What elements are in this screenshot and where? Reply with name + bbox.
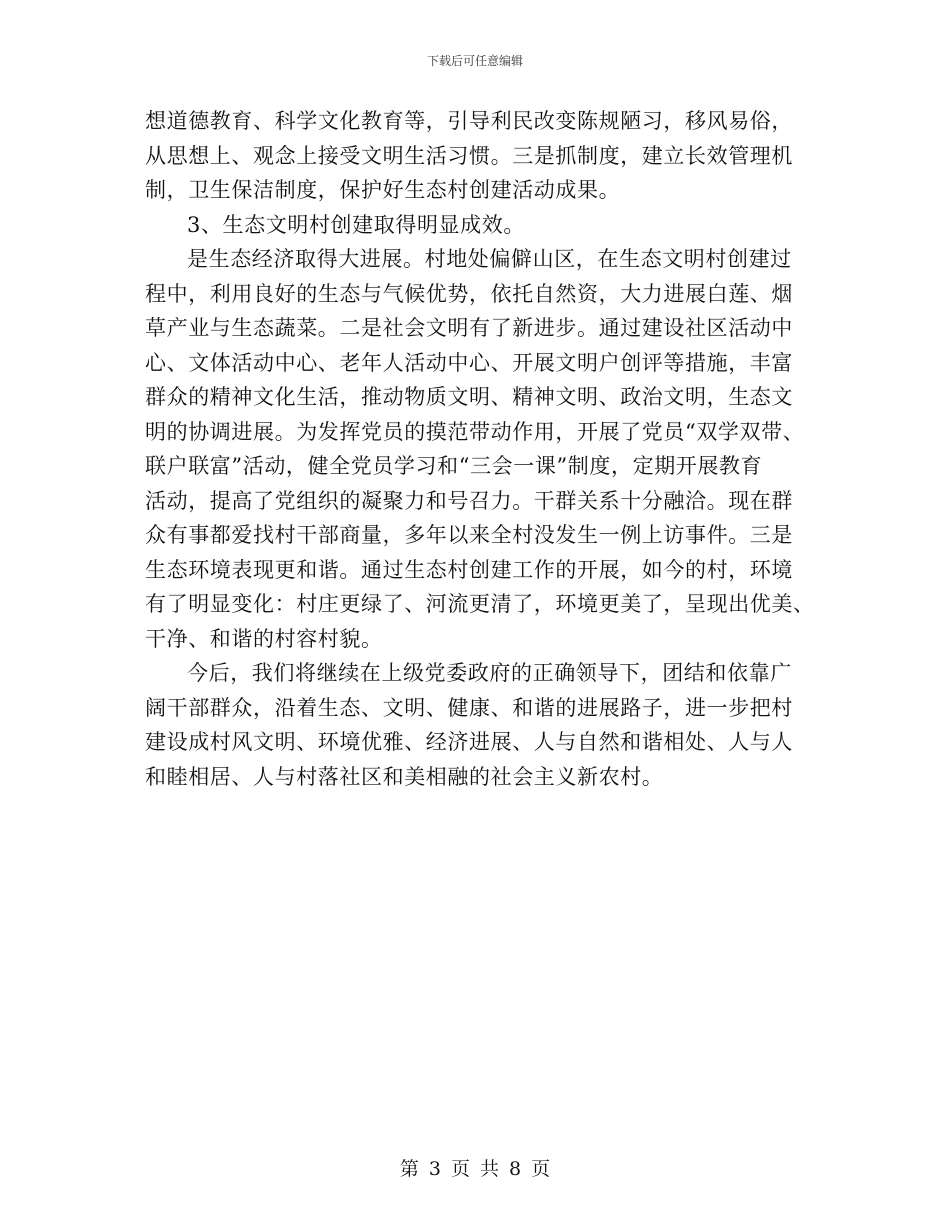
text-line: 心、文体活动中心、老年人活动中心、开展文明户创评等措施，丰富	[145, 350, 793, 375]
text-line: 想道德教育、科学文化教育等，引导利民改变陈规陋习，移风易俗，	[145, 109, 793, 133]
text-line: 生态环境表现更和谐。通过生态村创建工作的开展，如今的村，环境	[145, 557, 793, 582]
page-number-footer: 第 3 页 共 8 页	[399, 1158, 551, 1180]
text-line: 有了明显变化：村庄更绿了、河流更清了，环境更美了，呈现出优美、	[145, 592, 815, 616]
text-line: 从思想上、观念上接受文明生活习惯。三是抓制度，建立长效管理机	[145, 143, 793, 168]
text-line: 程中，利用良好的生态与气候优势，依托自然资，大力进展白莲、烟	[145, 281, 793, 306]
text-line: 今后，我们将继续在上级党委政府的正确领导下，团结和依靠广	[187, 661, 792, 685]
text-line: 群众的精神文化生活，推动物质文明、精神文明、政治文明，生态文	[145, 385, 793, 409]
text-line: 是生态经济取得大进展。村地处偏僻山区，在生态文明村创建过	[187, 247, 792, 271]
document-body	[145, 104, 815, 794]
text-line: 和睦相居、人与村落社区和美相融的社会主义新农村。	[145, 764, 664, 789]
page-header: 下载后可任意编辑	[426, 54, 523, 68]
text-line: 草产业与生态蔬菜。二是社会文明有了新进步。通过建设社区活动中	[145, 316, 793, 340]
text-line: 明的协调进展。为发挥党员的摸范带动作用，开展了党员“双学双带、	[145, 419, 805, 444]
text-line: 制，卫生保洁制度，保护好生态村创建活动成果。	[145, 178, 621, 202]
text-line: 干净、和谐的村容村貌。	[145, 626, 383, 651]
text-line: 建设成村风文明、环境优雅、经济进展、人与自然和谐相处、人与人	[145, 730, 793, 754]
text-line: 活动，提高了党组织的凝聚力和号召力。干群关系十分融洽。现在群	[145, 488, 793, 513]
text-line: 联户联富”活动，健全党员学习和“三会一课”制度，定期开展教育	[145, 454, 763, 478]
text-line: 阔干部群众，沿着生态、文明、健康、和谐的进展路子，进一步把村	[145, 695, 793, 720]
text-line: 众有事都爱找村干部商量，多年以来全村没发生一例上访事件。三是	[145, 523, 793, 547]
section-heading: 3、生态文明村创建取得明显成效。	[187, 212, 525, 237]
